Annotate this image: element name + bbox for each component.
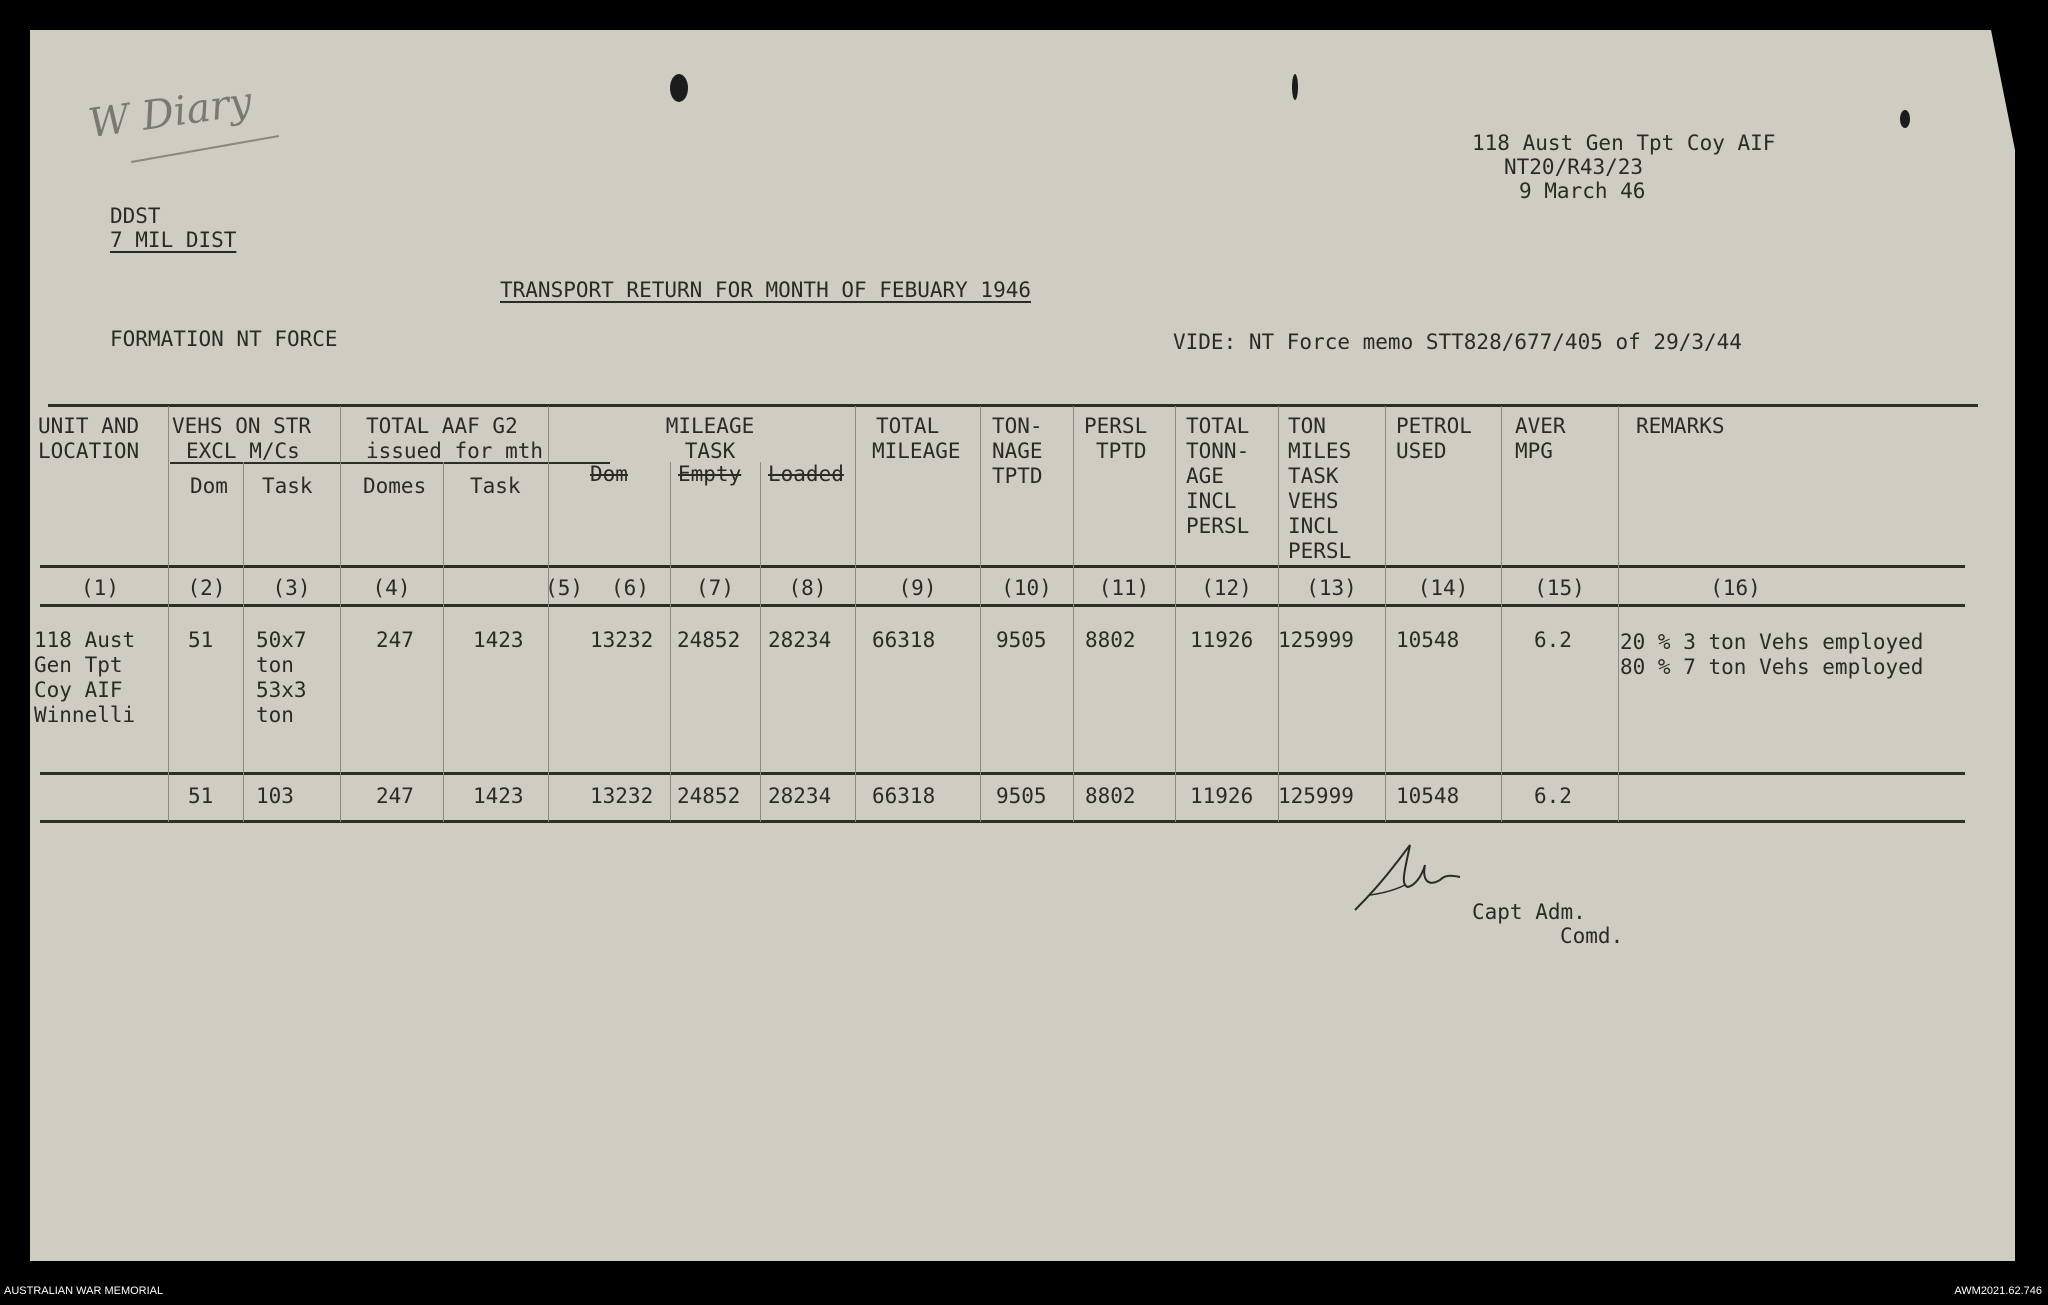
row-mileage-dom: 13232	[590, 628, 654, 652]
total-mileage-dom: 13232	[590, 784, 654, 808]
header-vehs-dom: Dom	[190, 474, 228, 498]
header-line: PERSL	[1186, 514, 1250, 538]
col-number: (4)	[372, 576, 411, 600]
vide-reference: VIDE: NT Force memo STT828/677/405 of 29/3/44	[1173, 330, 1742, 354]
row-persl: 8802	[1085, 628, 1136, 652]
addressee-line1: DDST	[110, 204, 161, 228]
header-line: LOCATION	[38, 439, 140, 463]
header-line: TOTAL	[876, 414, 940, 438]
header-line: TPTD	[1096, 439, 1147, 463]
header-ton-miles	[1288, 414, 1351, 564]
header-line: INCL	[1288, 514, 1339, 538]
col-divider	[340, 406, 341, 822]
col-number: (8)	[788, 576, 827, 600]
row-vehs-dom: 51	[188, 628, 214, 652]
col-number: (6)	[611, 576, 649, 600]
header-line: TASK	[684, 439, 736, 463]
col-divider	[243, 462, 244, 822]
row-tonnage: 9505	[996, 628, 1047, 652]
addressee-line2: 7 MIL DIST	[110, 228, 237, 252]
unit-line: Coy AIF	[34, 678, 123, 702]
header-remarks: REMARKS	[1636, 414, 1725, 438]
col-number: (11)	[1098, 576, 1150, 600]
row-mileage-loaded: 28234	[768, 628, 832, 652]
col-number: (2)	[187, 576, 226, 600]
header-line: TPTD	[992, 464, 1043, 488]
col-number: (14)	[1417, 576, 1469, 600]
remark-line: 20 % 3 ton Vehs employed	[1620, 630, 1924, 654]
archive-footer-bar	[0, 1266, 2048, 1305]
accession-number: AWM2021.62.746	[1954, 1285, 2042, 1297]
header-total-mileage	[872, 414, 961, 464]
header-line: AGE	[1186, 464, 1224, 488]
total-aaf-task: 1423	[473, 784, 524, 808]
vehs-task-line: 50x7	[256, 628, 307, 652]
header-line: MPG	[1515, 439, 1553, 463]
row-total-tonnage: 11926	[1190, 628, 1254, 652]
col-divider	[670, 462, 671, 822]
col-number: (15)	[1534, 576, 1585, 600]
col-divider	[1278, 406, 1279, 822]
col-number: (12)	[1201, 576, 1252, 600]
colnum-bottom-rule	[40, 604, 1965, 607]
col-number: (7)	[696, 576, 734, 600]
header-line: PERSL	[1288, 539, 1352, 563]
letter-date: 9 March 46	[1519, 179, 1646, 203]
table-top-rule	[48, 404, 1978, 407]
col-divider	[443, 462, 444, 822]
col-divider	[1501, 406, 1502, 822]
signatory-rank: Capt Adm.	[1472, 900, 1586, 924]
header-line: PETROL	[1396, 414, 1472, 438]
punch-hole	[670, 74, 688, 102]
total-total-tonnage: 11926	[1190, 784, 1254, 808]
total-mileage-loaded: 28234	[768, 784, 832, 808]
row-remarks	[1620, 630, 1923, 680]
total-vehs-task: 103	[256, 784, 294, 808]
col-divider	[1175, 406, 1176, 822]
col-number: (9)	[898, 576, 937, 600]
header-line: AVER	[1515, 414, 1566, 438]
archive-name: AUSTRALIAN WAR MEMORIAL	[4, 1285, 164, 1297]
header-line: MILEAGE	[665, 414, 755, 438]
header-total-tonnage	[1186, 414, 1249, 539]
total-vehs-dom: 51	[188, 784, 214, 808]
row-aaf-dom: 247	[376, 628, 414, 652]
header-aaf-domes: Domes	[363, 474, 427, 498]
row-aaf-task: 1423	[473, 628, 524, 652]
header-line: MILEAGE	[872, 439, 961, 463]
total-persl: 8802	[1085, 784, 1136, 808]
sender-reference: NT20/R43/23	[1504, 155, 1644, 179]
header-line: INCL	[1186, 489, 1237, 513]
punch-hole	[1292, 74, 1298, 100]
header-line: VEHS	[1288, 489, 1339, 513]
col-divider	[1073, 406, 1074, 822]
header-mileage-empty: Empty	[678, 462, 742, 486]
header-line: TONN-	[1186, 439, 1250, 463]
row-vehs-task	[256, 628, 307, 728]
col-number: (10)	[1001, 576, 1052, 600]
header-line: TASK	[1288, 464, 1339, 488]
vehs-task-line: 53x3	[256, 678, 307, 702]
unit-line: 118 Aust	[34, 628, 136, 652]
col-divider	[548, 406, 549, 822]
punch-hole	[1900, 110, 1910, 128]
header-line: NAGE	[992, 439, 1043, 463]
vehs-task-line: ton	[256, 653, 294, 677]
header-line: TON-	[992, 414, 1043, 438]
document-page	[30, 30, 2015, 1261]
header-line: issued for mth	[366, 439, 544, 463]
col-divider	[855, 406, 856, 822]
sender-unit: 118 Aust Gen Tpt Coy AIF	[1472, 131, 1776, 155]
row-petrol: 10548	[1396, 628, 1460, 652]
header-line: TOTAL AAF G2	[366, 414, 518, 438]
header-line: VEHS ON STR	[172, 414, 312, 438]
col-divider	[1618, 406, 1619, 822]
col-number: (5)	[545, 576, 583, 600]
header-unit-and-location	[38, 414, 139, 464]
vehs-task-line: ton	[256, 703, 294, 727]
handwritten-note: W Diary	[85, 78, 255, 148]
row-total-mileage: 66318	[872, 628, 936, 652]
total-tonnage: 9505	[996, 784, 1047, 808]
header-total-aaf	[366, 414, 543, 464]
torn-corner	[1991, 30, 2015, 150]
handwritten-signature	[1350, 835, 1470, 915]
header-aver-mpg	[1515, 414, 1566, 464]
header-vehs-on-str	[172, 414, 311, 464]
header-mileage-task	[630, 414, 790, 464]
formation-line: FORMATION NT FORCE	[110, 327, 338, 351]
col-divider	[760, 462, 761, 822]
header-line: TOTAL	[1186, 414, 1250, 438]
col-number: (13)	[1306, 576, 1357, 600]
header-line: TON	[1288, 414, 1326, 438]
header-line: EXCL M/Cs	[186, 439, 300, 463]
header-mileage-loaded: Loaded	[768, 462, 844, 486]
col-divider	[980, 406, 981, 822]
row-unit-location	[34, 628, 135, 728]
table-bottom-rule	[40, 820, 1965, 823]
header-line: MILES	[1288, 439, 1352, 463]
row-ton-miles: 125999	[1278, 628, 1354, 652]
total-aver-mpg: 6.2	[1534, 784, 1572, 808]
header-line: UNIT AND	[38, 414, 140, 438]
header-petrol-used	[1396, 414, 1472, 464]
header-bottom-rule	[40, 565, 1965, 568]
unit-line: Winnelli	[34, 703, 136, 727]
total-petrol: 10548	[1396, 784, 1460, 808]
col-number: (3)	[272, 576, 311, 600]
header-mileage-dom: Dom	[590, 462, 628, 486]
pencil-stroke	[131, 135, 279, 163]
row-mileage-empty: 24852	[677, 628, 741, 652]
row-aver-mpg: 6.2	[1534, 628, 1572, 652]
body-bottom-rule	[40, 772, 1965, 775]
header-aaf-task: Task	[470, 474, 521, 498]
unit-line: Gen Tpt	[34, 653, 123, 677]
col-divider	[168, 406, 169, 822]
header-persl-tptd	[1084, 414, 1147, 464]
remark-line: 80 % 7 ton Vehs employed	[1620, 655, 1924, 679]
header-tonnage-tptd	[992, 414, 1043, 489]
total-mileage-empty: 24852	[677, 784, 741, 808]
document-title: TRANSPORT RETURN FOR MONTH OF FEBUARY 1946	[500, 278, 1032, 302]
total-total-mileage: 66318	[872, 784, 936, 808]
col-divider	[1385, 406, 1386, 822]
header-line: PERSL	[1084, 414, 1148, 438]
header-vehs-task: Task	[262, 474, 313, 498]
total-ton-miles: 125999	[1278, 784, 1354, 808]
col-number: (16)	[1710, 576, 1761, 600]
total-aaf-dom: 247	[376, 784, 414, 808]
col-number: (1)	[81, 576, 119, 600]
signatory-role: Comd.	[1560, 924, 1624, 948]
header-line: USED	[1396, 439, 1447, 463]
